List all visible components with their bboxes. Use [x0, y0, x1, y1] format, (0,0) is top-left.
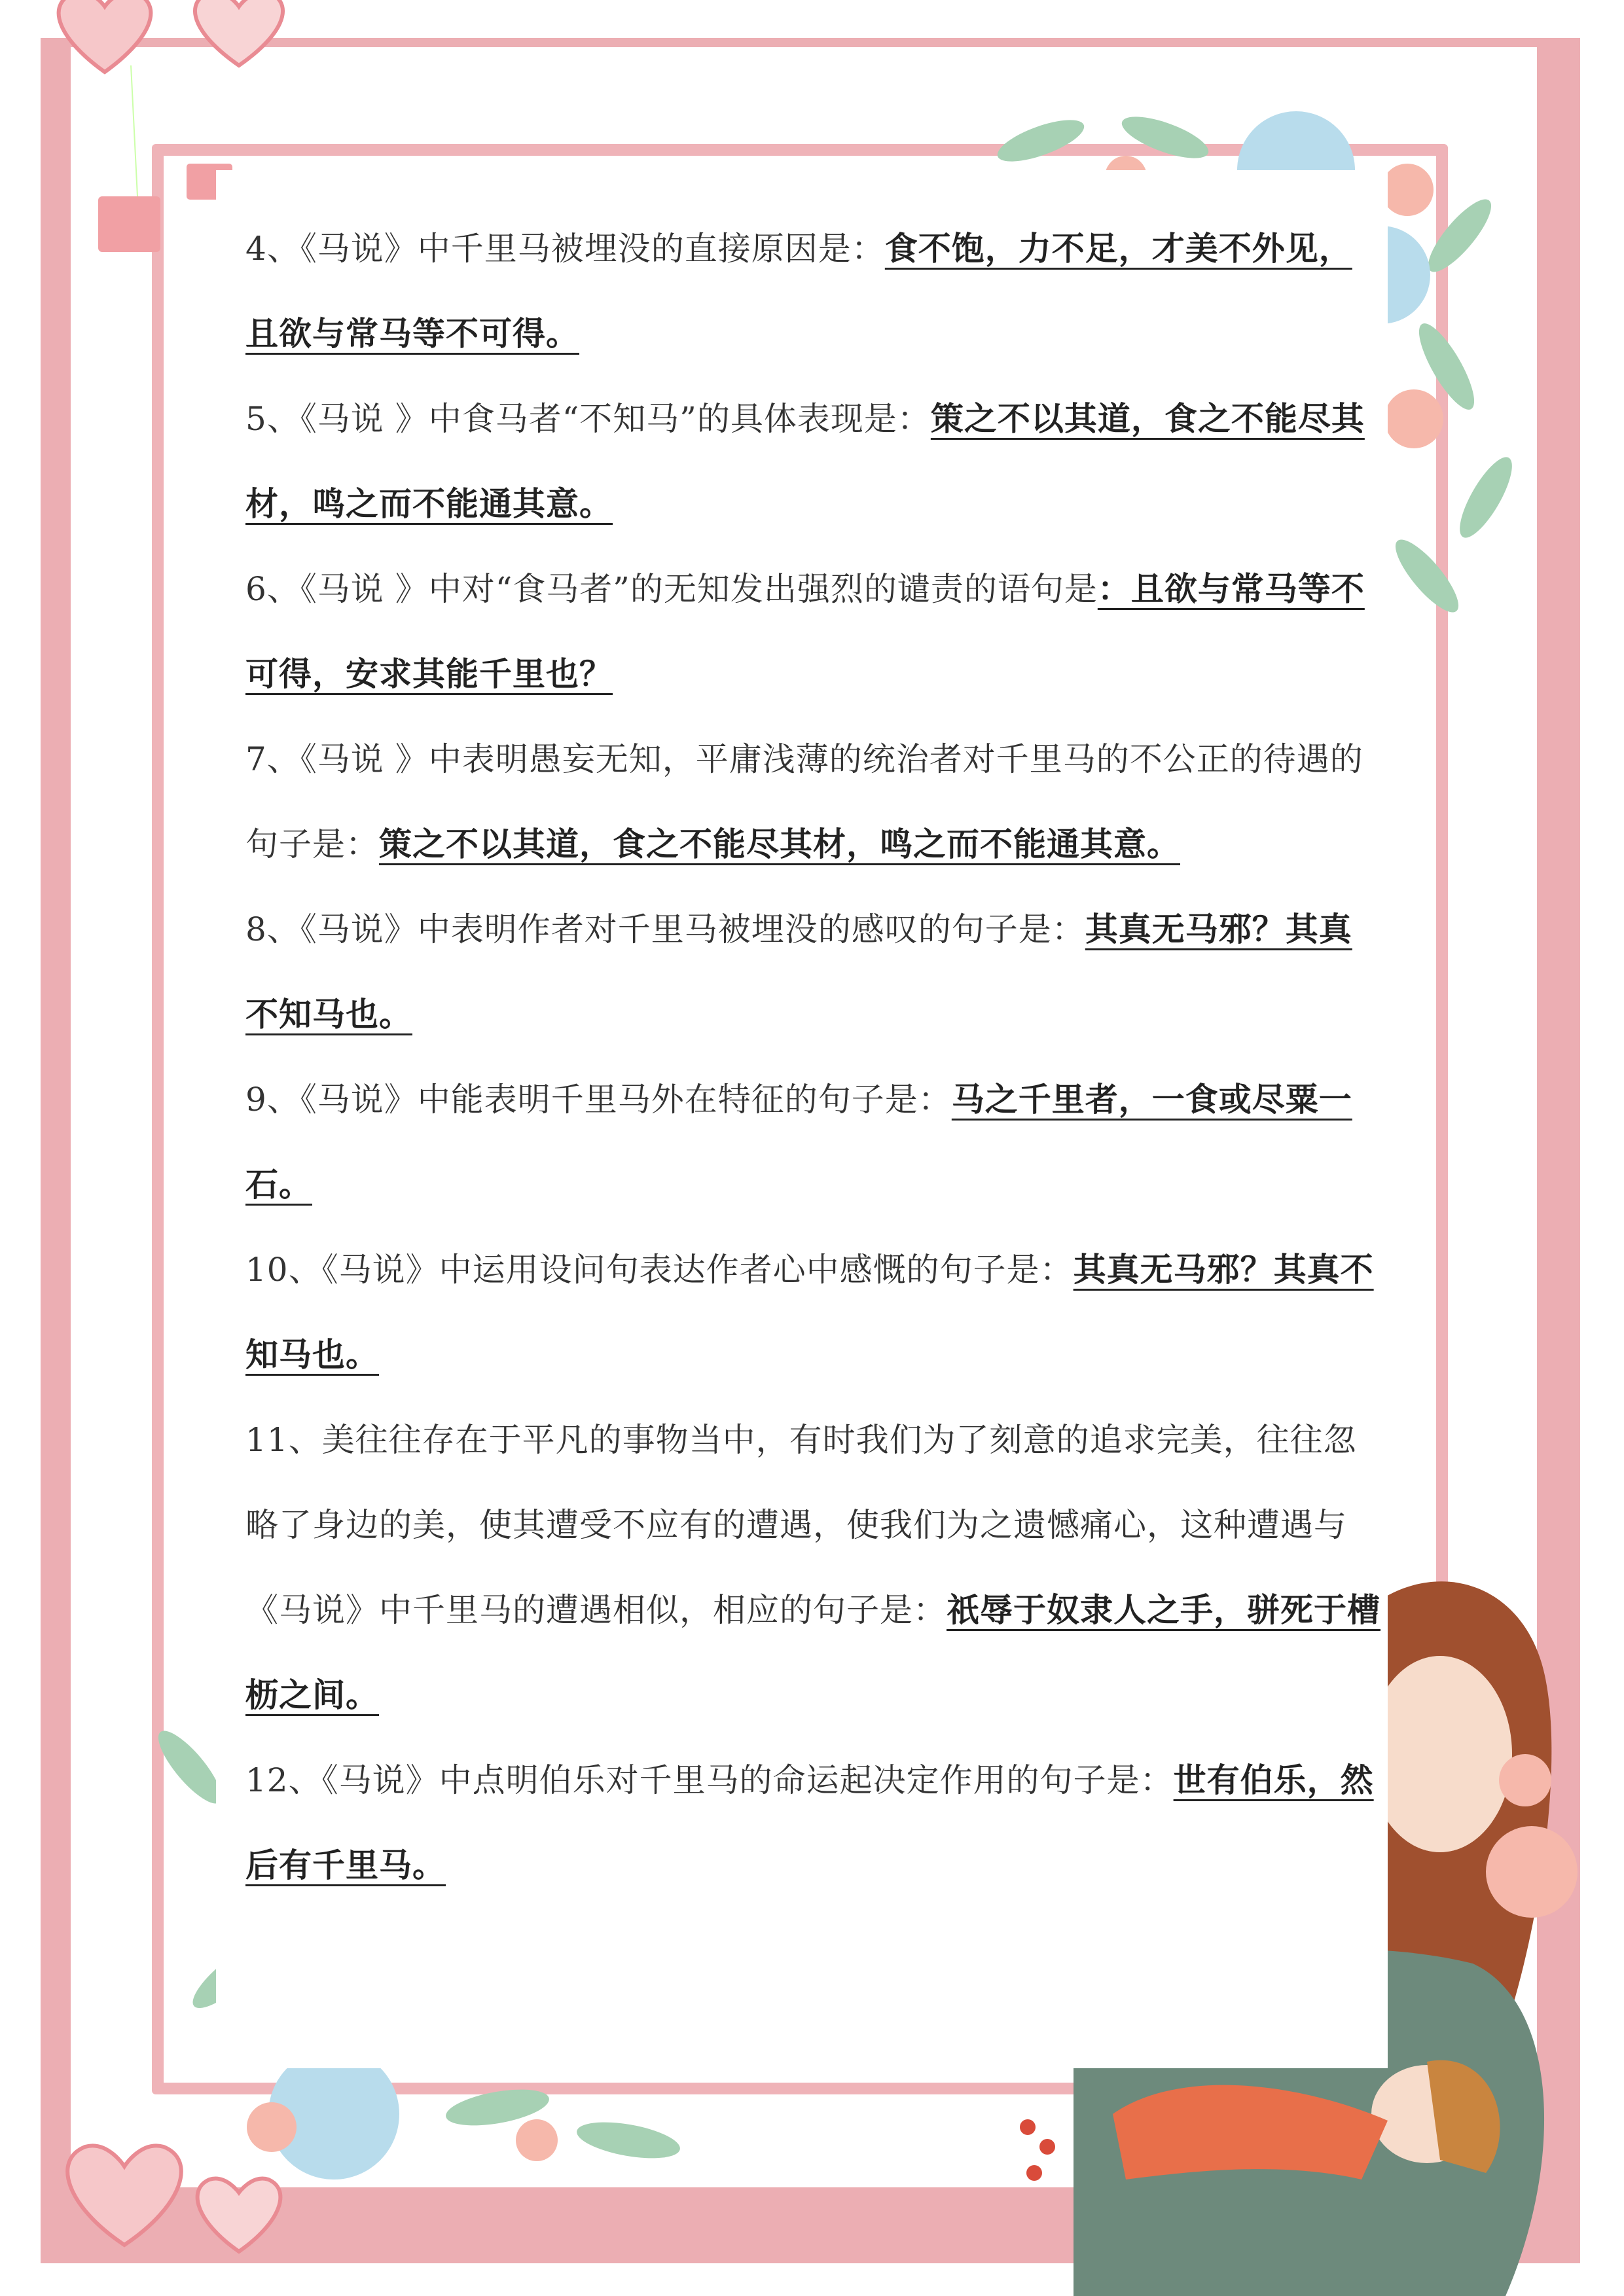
question-item [245, 887, 1384, 1057]
question-number: 5、 [245, 400, 300, 438]
question-number: 12、 [245, 1761, 322, 1799]
question-item [245, 1227, 1384, 1397]
question-number: 4、 [245, 230, 300, 268]
heart-icon [198, 2179, 281, 2251]
question-item [245, 1738, 1384, 1908]
question-item [245, 206, 1384, 376]
question-answer: 策之不以其道，食之不能尽其材，鸣之而不能通其意。 [245, 399, 1365, 523]
question-prompt: 《马说 》中表明愚妄无知，平庸浅薄的统治者对千里马的不公正的待遇的句子是： [245, 740, 1363, 863]
question-prompt: 《马说》中点明伯乐对千里马的命运起决定作用的句子是： [321, 1761, 1174, 1799]
question-prompt: 《马说》中运用设问句表达作者心中感慨的句子是： [321, 1251, 1074, 1289]
question-number: 9、 [245, 1081, 300, 1119]
question-prompt: 美往往存在于平凡的事物当中，有时我们为了刻意的追求完美，往往忽略了身边的美，使其遭受不应有的遭遇，使我们为之遗憾痛心，这种遭遇与《马说》中千里马的遭遇相似，相应的句子是： [245, 1421, 1357, 1629]
question-answer: 祇辱于奴隶人之手，骈死于槽枥之间。 [245, 1590, 1380, 1714]
gift-box-icon [98, 196, 160, 252]
question-item [245, 376, 1384, 547]
question-answer: ：且欲与常马等不可得，安求其能千里也？ [245, 569, 1365, 693]
heart-icon [59, 0, 151, 72]
question-item [245, 1397, 1384, 1738]
question-number: 6、 [245, 570, 300, 608]
question-prompt: 《马说 》中对“食马者”的无知发出强烈的谴责的语句是 [300, 570, 1098, 608]
document-body [245, 206, 1384, 1908]
question-number: 10、 [245, 1251, 322, 1289]
question-prompt: 《马说》中能表明千里马外在特征的句子是： [300, 1081, 952, 1119]
question-prompt: 《马说》中千里马被埋没的直接原因是： [300, 230, 885, 268]
question-item [245, 1057, 1384, 1227]
question-prompt: 《马说 》中食马者“不知马”的具体表现是： [300, 400, 931, 438]
question-item [245, 547, 1384, 717]
question-answer: 其真无马邪？其真不知马也。 [245, 910, 1352, 1033]
question-item [245, 717, 1384, 887]
question-prompt: 《马说》中表明作者对千里马被埋没的感叹的句子是： [300, 910, 1085, 948]
question-answer: 其真无马邪？其真不知马也。 [245, 1250, 1374, 1374]
heart-icon [67, 2145, 181, 2245]
question-number: 8、 [245, 910, 300, 948]
question-number: 11、 [245, 1421, 322, 1459]
question-answer: 马之千里者，一食或尽粟一石。 [245, 1080, 1352, 1204]
question-answer: 世有伯乐，然后有千里马。 [245, 1761, 1374, 1884]
question-answer: 策之不以其道，食之不能尽其材，鸣之而不能通其意。 [379, 825, 1180, 863]
question-answer: 食不饱，力不足，才美不外见，且欲与常马等不可得。 [245, 229, 1352, 353]
question-number: 7、 [245, 740, 300, 778]
heart-icon [195, 0, 283, 65]
